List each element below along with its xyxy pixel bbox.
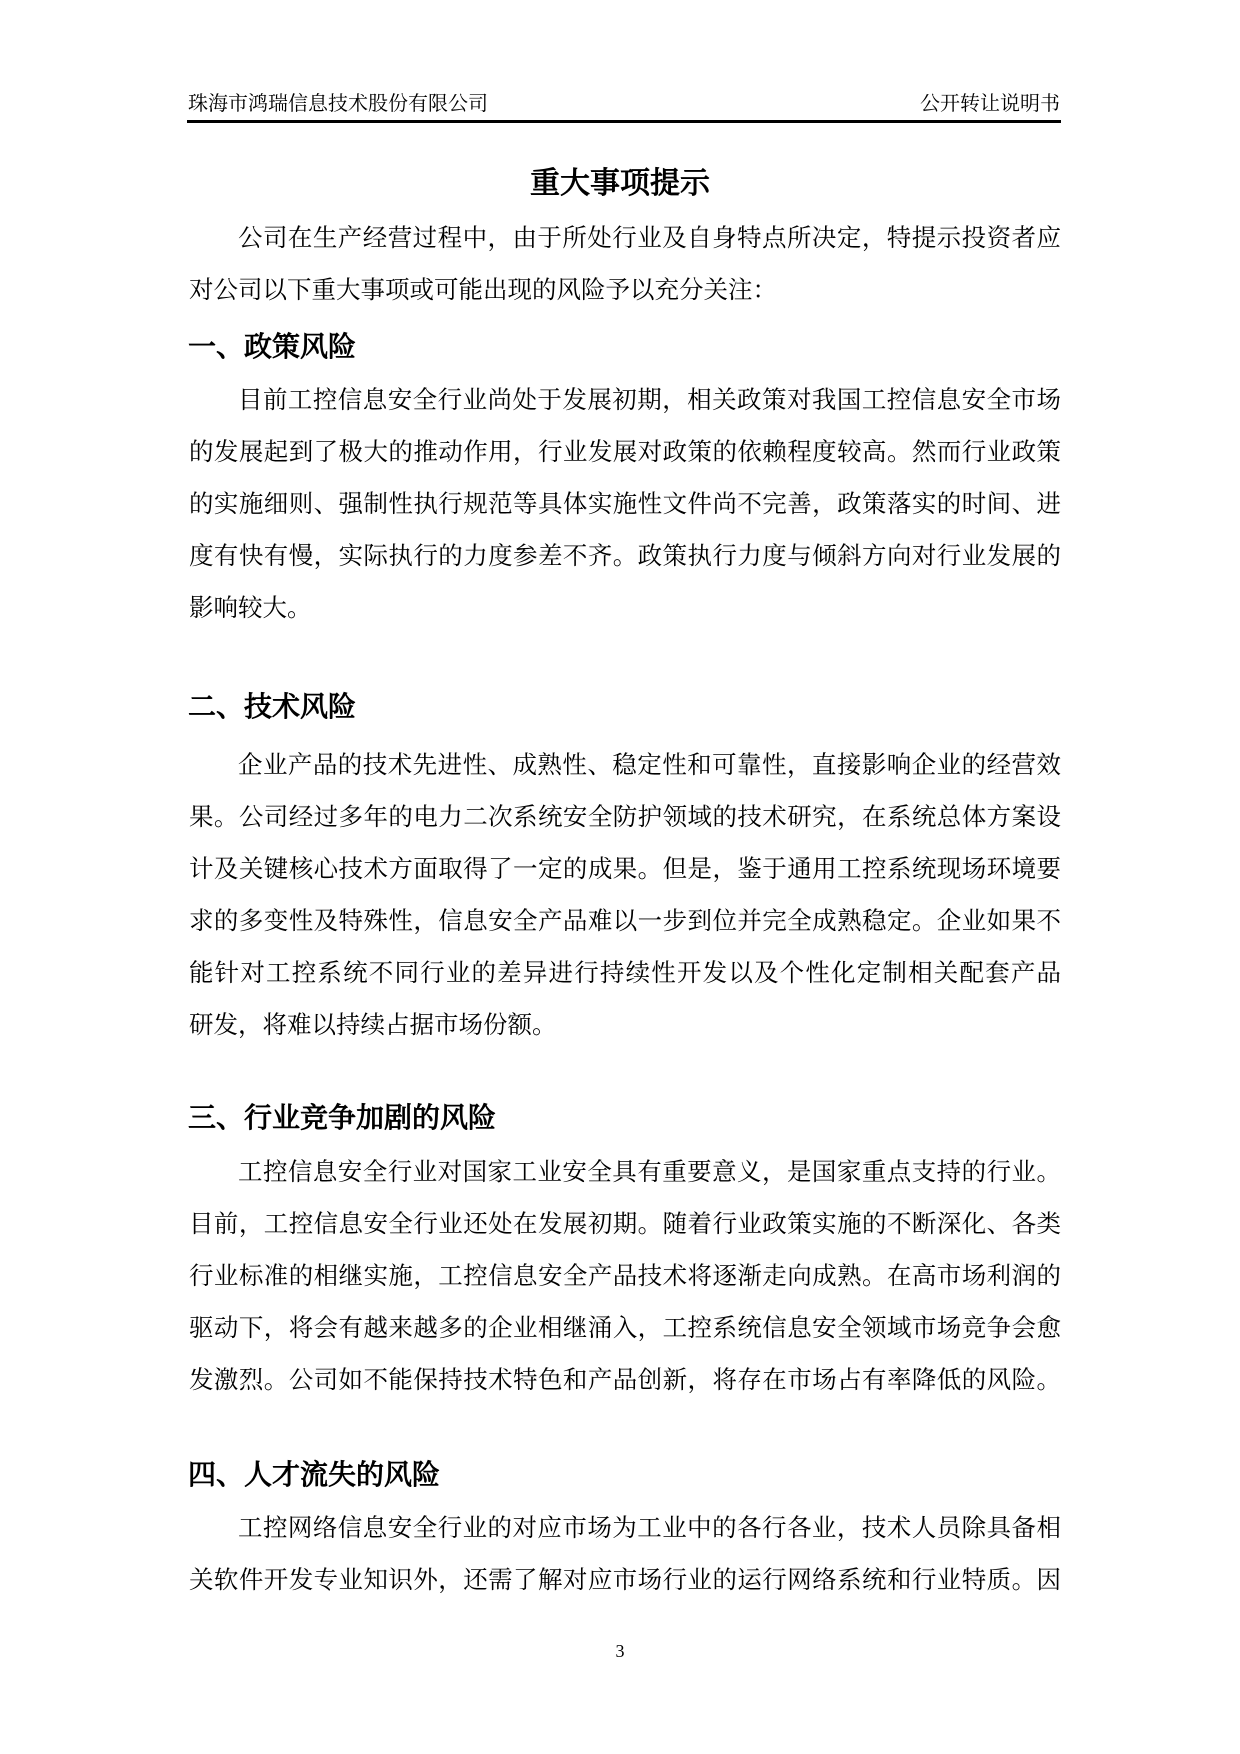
paragraph-line: 能针对工控系统不同行业的差异进行持续性开发以及个性化定制相关配套产品 bbox=[189, 960, 1061, 987]
intro-paragraph bbox=[189, 213, 1061, 317]
paragraph-line: 果。公司经过多年的电力二次系统安全防护领域的技术研究，在系统总体方案设 bbox=[189, 804, 1061, 831]
paragraph-line: 的发展起到了极大的推动作用，行业发展对政策的依赖程度较高。然而行业政策 bbox=[189, 439, 1061, 466]
section-paragraph-technology bbox=[189, 740, 1061, 1052]
paragraph-line: 驱动下，将会有越来越多的企业相继涌入，工控系统信息安全领域市场竞争会愈 bbox=[189, 1315, 1061, 1342]
paragraph-line: 行业标准的相继实施，工控信息安全产品技术将逐渐走向成熟。在高市场利润的 bbox=[189, 1263, 1061, 1290]
paragraph-line: 关软件开发专业知识外，还需了解对应市场行业的运行网络系统和行业特质。因 bbox=[189, 1567, 1061, 1594]
section-heading-competition: 三、行业竞争加剧的风险 bbox=[188, 1103, 497, 1134]
paragraph-line: 目前，工控信息安全行业还处在发展初期。随着行业政策实施的不断深化、各类 bbox=[189, 1211, 1061, 1238]
paragraph-line: 工控信息安全行业对国家工业安全具有重要意义，是国家重点支持的行业。 bbox=[238, 1159, 1061, 1186]
page-number: 3 bbox=[615, 1641, 625, 1661]
page-title: 重大事项提示 bbox=[530, 167, 710, 200]
paragraph-line: 研发，将难以持续占据市场份额。 bbox=[189, 1012, 557, 1039]
paragraph-line: 影响较大。 bbox=[189, 595, 312, 622]
header-rule bbox=[187, 120, 1061, 123]
paragraph-line: 对公司以下重大事项或可能出现的风险予以充分关注： bbox=[189, 277, 777, 304]
paragraph-line: 目前工控信息安全行业尚处于发展初期，相关政策对我国工控信息安全市场 bbox=[238, 387, 1061, 414]
section-paragraph-policy bbox=[189, 375, 1061, 635]
paragraph-line: 求的多变性及特殊性，信息安全产品难以一步到位并完全成熟稳定。企业如果不 bbox=[189, 908, 1061, 935]
paragraph-line: 公司在生产经营过程中，由于所处行业及自身特点所决定，特提示投资者应 bbox=[238, 225, 1061, 252]
section-heading-technology: 二、技术风险 bbox=[188, 692, 357, 723]
section-paragraph-competition bbox=[189, 1147, 1061, 1407]
paragraph-line: 企业产品的技术先进性、成熟性、稳定性和可靠性，直接影响企业的经营效 bbox=[238, 752, 1061, 779]
paragraph-line: 度有快有慢，实际执行的力度参差不齐。政策执行力度与倾斜方向对行业发展的 bbox=[189, 543, 1061, 570]
paragraph-line: 计及关键核心技术方面取得了一定的成果。但是，鉴于通用工控系统现场环境要 bbox=[189, 856, 1061, 883]
header-doc-type: 公开转让说明书 bbox=[920, 93, 1060, 115]
paragraph-line: 发激烈。公司如不能保持技术特色和产品创新，将存在市场占有率降低的风险。 bbox=[189, 1367, 1061, 1394]
section-paragraph-talent bbox=[189, 1503, 1061, 1607]
section-heading-policy: 一、政策风险 bbox=[188, 332, 357, 363]
header-company: 珠海市鸿瑞信息技术股份有限公司 bbox=[188, 93, 488, 115]
paragraph-line: 的实施细则、强制性执行规范等具体实施性文件尚不完善，政策落实的时间、进 bbox=[189, 491, 1061, 518]
paragraph-line: 工控网络信息安全行业的对应市场为工业中的各行各业，技术人员除具备相 bbox=[238, 1515, 1061, 1542]
section-heading-talent: 四、人才流失的风险 bbox=[188, 1460, 441, 1491]
